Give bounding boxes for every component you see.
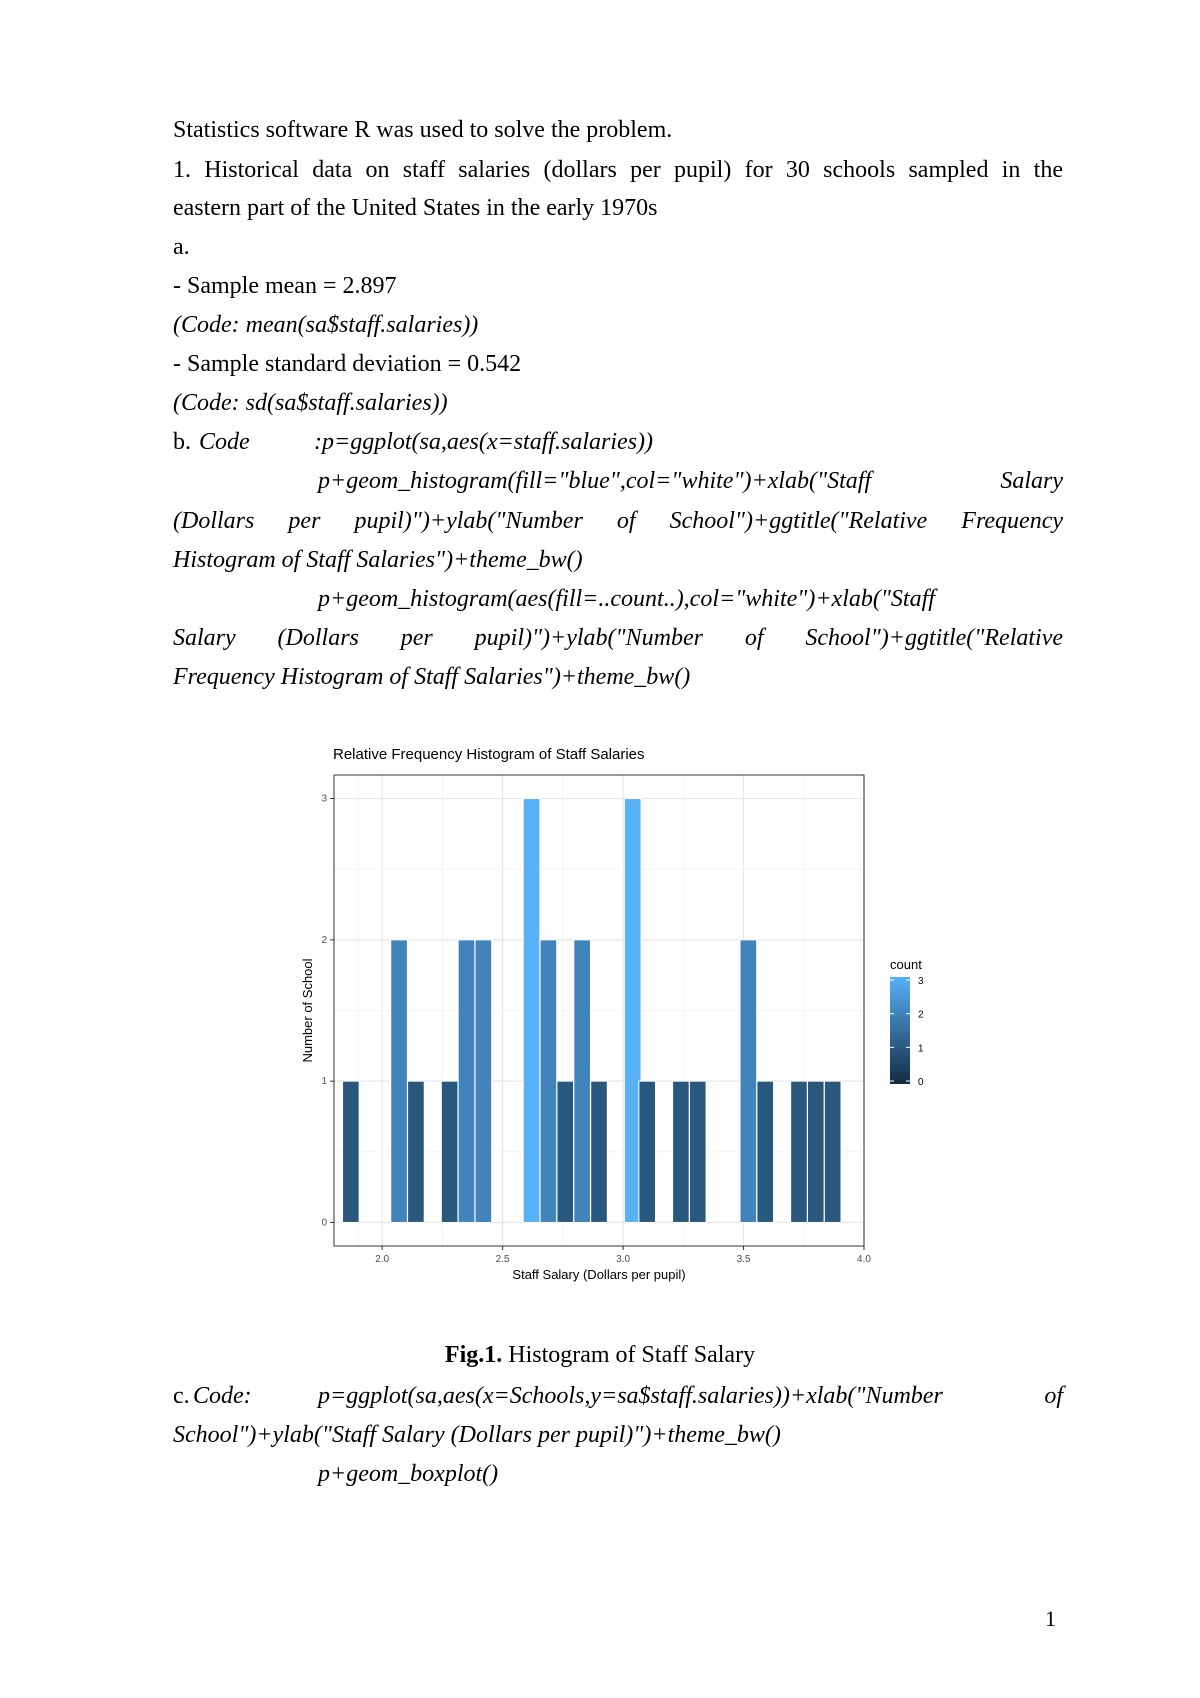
part-c-label: c. — [173, 1383, 190, 1409]
part-b-code-line-7: Frequency Histogram of Staff Salaries")+theme_bw() — [173, 664, 691, 690]
part-b-code-line-3: (Dollars per pupil)")+ylab("Number of School")+ggtitle("Relative Frequency — [173, 508, 1063, 534]
page-number: 1 — [1045, 1606, 1056, 1631]
x-axis-label: Staff Salary (Dollars per pupil) — [512, 1267, 686, 1282]
intro-text: Statistics software R was used to solve the problem. — [173, 117, 673, 143]
x-tick-label: 2.0 — [375, 1254, 390, 1265]
legend-tick-label: 3 — [918, 976, 924, 987]
part-b-code-label: Code — [199, 429, 250, 455]
part-b-code-line-6: Salary (Dollars per pupil)")+ylab("Number of School")+ggtitle("Relative — [173, 625, 1063, 651]
part-c-code-label: Code: — [193, 1383, 252, 1409]
color-legend — [890, 957, 924, 1088]
part-a-label: a. — [173, 234, 190, 260]
part-b-code-line-2: p+geom_histogram(fill="blue",col="white")+xlab("Staff Salary — [318, 468, 1063, 494]
x-tick-label: 2.5 — [495, 1254, 510, 1265]
part-b-code-line-5: p+geom_histogram(aes(fill=..count..),col="white")+xlab("Staff — [318, 586, 935, 612]
part-b-code-line-4: Histogram of Staff Salaries")+theme_bw() — [173, 547, 583, 573]
histogram-bar — [673, 1081, 690, 1222]
part-b-label: b. — [173, 429, 191, 455]
histogram-bar — [540, 940, 557, 1223]
histogram-bar — [523, 799, 540, 1223]
sample-sd-text: - Sample standard deviation = 0.542 — [173, 351, 522, 377]
chart-title: Relative Frequency Histogram of Staff Salaries — [333, 746, 645, 763]
y-axis-label: Number of School — [300, 958, 315, 1063]
figure-caption — [0, 1340, 1200, 1370]
histogram-bar — [574, 940, 591, 1223]
part-c-code-line-2: School")+ylab("Staff Salary (Dollars per pupil)")+theme_bw() — [173, 1422, 781, 1448]
histogram-svg — [270, 740, 950, 1320]
y-tick-label: 0 — [321, 1217, 327, 1229]
histogram-bar — [591, 1081, 608, 1222]
part-c-code-line-3: p+geom_boxplot() — [318, 1461, 499, 1487]
part-c-code-line-1: p=ggplot(sa,aes(x=Schools,y=sa$staff.salaries))+xlab("Number of — [318, 1383, 1063, 1409]
sample-mean-code: (Code: mean(sa$staff.salaries)) — [173, 312, 479, 338]
histogram-bar — [408, 1081, 425, 1222]
x-tick-label: 3.5 — [736, 1254, 751, 1265]
histogram-bar — [740, 940, 757, 1223]
histogram-bar — [808, 1081, 825, 1222]
question-1-line-2: eastern part of the United States in the early 1970s — [173, 195, 658, 221]
histogram-bar — [458, 940, 475, 1223]
histogram-bar — [757, 1081, 774, 1222]
legend-tick-label: 2 — [918, 1009, 924, 1021]
legend-title: count — [890, 957, 922, 972]
y-tick-label: 1 — [321, 1076, 327, 1088]
legend-tick-label: 0 — [918, 1077, 924, 1088]
histogram-bar — [639, 1081, 656, 1222]
sample-mean-text: - Sample mean = 2.897 — [173, 273, 397, 299]
y-tick-label: 2 — [321, 934, 327, 946]
histogram-bar — [824, 1081, 841, 1222]
question-1-line-1: 1. Historical data on staff salaries (dollars per pupil) for 30 schools sampled in the — [173, 157, 1063, 183]
legend-tick-label: 1 — [918, 1043, 924, 1055]
histogram-bar — [791, 1081, 808, 1222]
figure-caption-text: Histogram of Staff Salary — [508, 1342, 756, 1368]
histogram-bar — [441, 1081, 458, 1222]
histogram-bar — [343, 1081, 360, 1222]
histogram-bar — [391, 940, 408, 1223]
part-b-code-line-1: :p=ggplot(sa,aes(x=staff.salaries)) — [314, 429, 654, 455]
legend-color-bar — [890, 977, 910, 1084]
histogram-bar — [475, 940, 492, 1223]
x-tick-label: 3.0 — [616, 1254, 631, 1265]
histogram-bar — [557, 1081, 574, 1222]
figure-label: Fig.1. — [444, 1342, 503, 1368]
y-tick-label: 3 — [321, 793, 327, 805]
histogram-figure — [270, 740, 950, 1320]
sample-sd-code: (Code: sd(sa$staff.salaries)) — [173, 390, 448, 416]
x-tick-label: 4.0 — [857, 1254, 871, 1265]
histogram-bar — [689, 1081, 706, 1222]
